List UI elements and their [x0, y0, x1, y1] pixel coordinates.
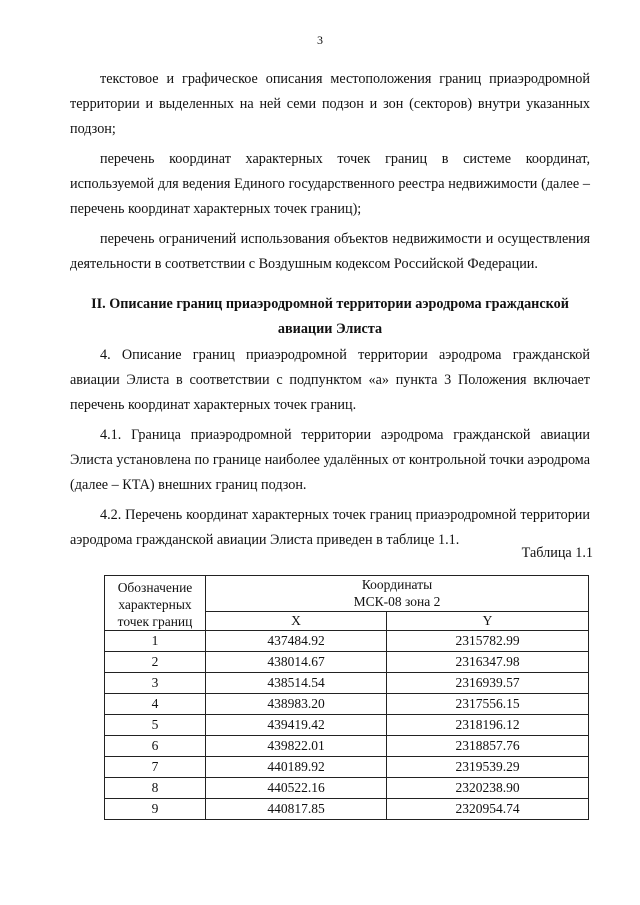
table-row [105, 694, 589, 715]
y-coordinate-cell: 2316347.98 [387, 652, 589, 673]
point-number-cell: 2 [105, 652, 206, 673]
y-coordinate-cell: 2315782.99 [387, 631, 589, 652]
y-coordinate-cell: 2317556.15 [387, 694, 589, 715]
paragraph-4: 4. Описание границ приаэродромной территории аэродрома гражданской авиации Элиста в соответствии с подпунктом «а» пункта 3 Положения включает перечень координат характерных точек границ. [70, 347, 590, 413]
point-number-cell: 8 [105, 778, 206, 799]
page-number: 3 [317, 33, 323, 47]
x-coordinate-cell: 440189.92 [206, 757, 387, 778]
coordinates-table [104, 575, 589, 820]
table-row [105, 736, 589, 757]
point-number-cell: 9 [105, 799, 206, 820]
section-heading: II. Описание границ приаэродромной территории аэродрома гражданской авиации Элиста [91, 296, 569, 337]
paragraph-4-1: 4.1. Граница приаэродромной территории аэродрома гражданской авиации Элиста установлена по границе наиболее удалённых от контрольной точки аэродрома (далее – КТА) внешних границ подзон. [70, 427, 590, 493]
table-row [105, 757, 589, 778]
y-column-header: Y [387, 611, 589, 630]
list-item: текстовое и графическое описания местоположения границ приаэродромной территории и выделенных на ней семи подзон и зон (секторов) внутри указанных подзон; [70, 71, 590, 137]
coordinates-header-system: МСК-08 зона 2 [353, 594, 441, 610]
point-number-cell: 5 [105, 715, 206, 736]
table-row [105, 673, 589, 694]
table-body [105, 631, 589, 820]
x-coordinate-cell: 438983.20 [206, 694, 387, 715]
table-caption: Таблица 1.1 [521, 545, 593, 561]
x-coordinate-cell: 438514.54 [206, 673, 387, 694]
coordinates-header-title: Координаты [361, 577, 433, 593]
y-coordinate-cell: 2318196.12 [387, 715, 589, 736]
table-header-row [105, 576, 589, 612]
y-coordinate-cell: 2316939.57 [387, 673, 589, 694]
y-coordinate-cell: 2320238.90 [387, 778, 589, 799]
x-coordinate-cell: 437484.92 [206, 631, 387, 652]
table-row [105, 631, 589, 652]
list-item: перечень ограничений использования объектов недвижимости и осуществления деятельности в соответствии с Воздушным кодексом Российской Федерации. [70, 231, 590, 272]
points-column-header: Обозначение характерных точек границ [105, 576, 206, 631]
x-column-header: X [206, 611, 387, 630]
y-coordinate-cell: 2319539.29 [387, 757, 589, 778]
point-number-cell: 7 [105, 757, 206, 778]
point-number-cell: 4 [105, 694, 206, 715]
x-coordinate-cell: 439822.01 [206, 736, 387, 757]
point-number-cell: 6 [105, 736, 206, 757]
x-coordinate-cell: 439419.42 [206, 715, 387, 736]
point-number-cell: 3 [105, 673, 206, 694]
y-coordinate-cell: 2320954.74 [387, 799, 589, 820]
list-item: перечень координат характерных точек границ в системе координат, используемой для ведения Единого государственного реестра недвижимости (далее – перечень координат характерных точек границ); [70, 151, 590, 217]
x-coordinate-cell: 440522.16 [206, 778, 387, 799]
table-row [105, 778, 589, 799]
x-coordinate-cell: 438014.67 [206, 652, 387, 673]
coordinates-group-header [206, 576, 589, 612]
table-row [105, 715, 589, 736]
table-row [105, 652, 589, 673]
x-coordinate-cell: 440817.85 [206, 799, 387, 820]
table-row [105, 799, 589, 820]
section-body [70, 343, 590, 553]
intro-list [70, 67, 590, 277]
y-coordinate-cell: 2318857.76 [387, 736, 589, 757]
point-number-cell: 1 [105, 631, 206, 652]
paragraph-4-2: 4.2. Перечень координат характерных точек границ приаэродромной территории аэродрома гражданской авиации Элиста приведен в таблице 1.1. [70, 507, 590, 548]
